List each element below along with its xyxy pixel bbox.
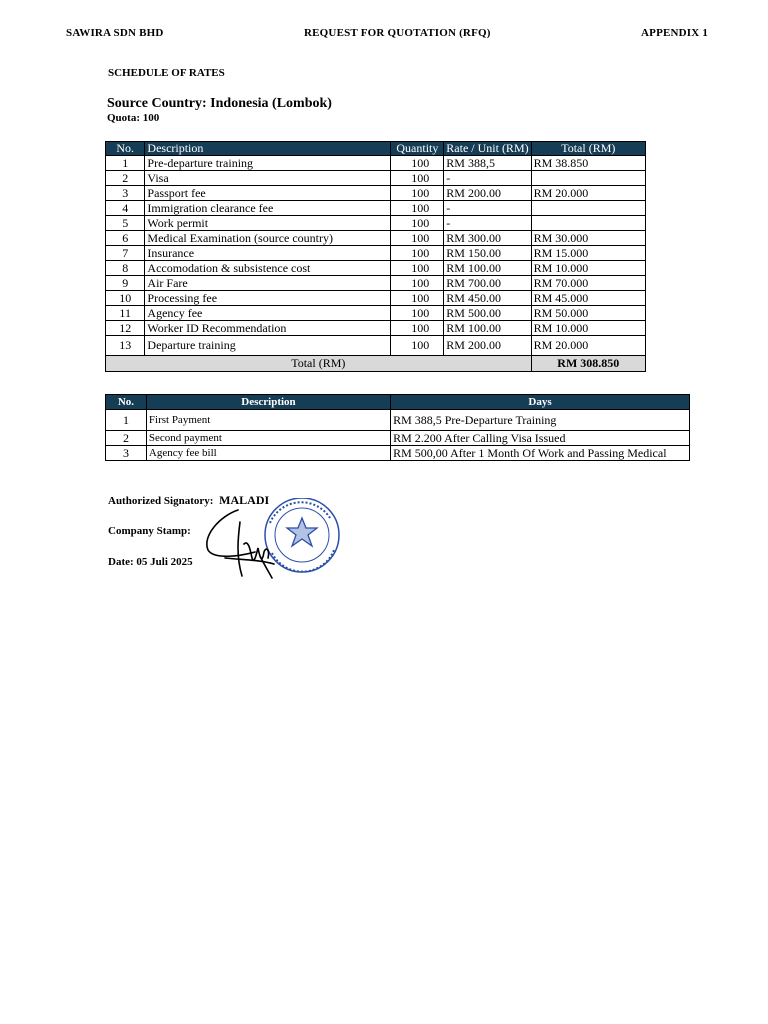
row-total: RM 15.000: [531, 246, 645, 261]
source-country: Source Country: Indonesia (Lombok): [107, 96, 332, 111]
grand-total-value: RM 308.850: [531, 356, 645, 372]
payments-header-row: [106, 395, 690, 410]
quota: Quota: 100: [107, 112, 160, 124]
row-no: 13: [106, 336, 145, 356]
handwritten-signature: [207, 510, 274, 578]
row-quantity: 100: [391, 261, 444, 276]
row-total: RM 10.000: [531, 321, 645, 336]
header-rate: Rate / Unit (RM): [444, 142, 531, 156]
row-no: 10: [106, 291, 145, 306]
row-rate: RM 100.00: [444, 321, 531, 336]
row-rate: RM 450.00: [444, 291, 531, 306]
rate-row: [106, 291, 646, 306]
rate-row: [106, 156, 646, 171]
row-total: [531, 171, 645, 186]
row-no: 12: [106, 321, 145, 336]
row-rate: RM 100.00: [444, 261, 531, 276]
row-description: Air Fare: [145, 276, 391, 291]
row-description: Work permit: [145, 216, 391, 231]
row-total: RM 30.000: [531, 231, 645, 246]
row-quantity: 100: [391, 201, 444, 216]
row-total: [531, 216, 645, 231]
row-quantity: 100: [391, 231, 444, 246]
payment-row: [106, 446, 690, 461]
row-description: Worker ID Recommendation: [145, 321, 391, 336]
row-total: RM 20.000: [531, 186, 645, 201]
row-no: 4: [106, 201, 145, 216]
payment-no: 1: [106, 410, 147, 431]
signatory-label: Authorized Signatory:: [108, 495, 214, 507]
row-rate: RM 700.00: [444, 276, 531, 291]
row-total: RM 45.000: [531, 291, 645, 306]
payment-row: [106, 410, 690, 431]
payments-header-description: Description: [146, 395, 390, 410]
row-description: Accomodation & subsistence cost: [145, 261, 391, 276]
row-total: RM 50.000: [531, 306, 645, 321]
rate-row: [106, 261, 646, 276]
row-quantity: 100: [391, 246, 444, 261]
payment-description: First Payment: [146, 410, 390, 431]
grand-total-label: Total (RM): [106, 356, 532, 372]
payment-no: 3: [106, 446, 147, 461]
company-name: SAWIRA SDN BHD: [66, 27, 164, 39]
header-description: Description: [145, 142, 391, 156]
rate-row: [106, 186, 646, 201]
row-description: Departure training: [145, 336, 391, 356]
row-rate: RM 388,5: [444, 156, 531, 171]
row-total: RM 38.850: [531, 156, 645, 171]
payment-no: 2: [106, 431, 147, 446]
payment-days: RM 2.200 After Calling Visa Issued: [391, 431, 690, 446]
row-total: RM 10.000: [531, 261, 645, 276]
row-quantity: 100: [391, 216, 444, 231]
row-rate: -: [444, 201, 531, 216]
rate-row: [106, 231, 646, 246]
row-no: 9: [106, 276, 145, 291]
row-rate: RM 200.00: [444, 336, 531, 356]
row-rate: RM 200.00: [444, 186, 531, 201]
company-stamp: [265, 498, 339, 572]
row-quantity: 100: [391, 291, 444, 306]
row-rate: RM 150.00: [444, 246, 531, 261]
row-quantity: 100: [391, 336, 444, 356]
row-no: 7: [106, 246, 145, 261]
company-stamp-label: Company Stamp:: [108, 525, 191, 537]
payments-header-days: Days: [391, 395, 690, 410]
grand-total-row: [106, 356, 646, 372]
rate-row: [106, 276, 646, 291]
row-quantity: 100: [391, 321, 444, 336]
row-description: Processing fee: [145, 291, 391, 306]
payment-days: RM 500,00 After 1 Month Of Work and Passing Medical: [391, 446, 690, 461]
header-quantity: Quantity: [391, 142, 444, 156]
payment-description: Second payment: [146, 431, 390, 446]
row-description: Medical Examination (source country): [145, 231, 391, 246]
row-description: Visa: [145, 171, 391, 186]
row-no: 2: [106, 171, 145, 186]
header-total: Total (RM): [531, 142, 645, 156]
row-rate: RM 500.00: [444, 306, 531, 321]
header-no: No.: [106, 142, 145, 156]
row-no: 1: [106, 156, 145, 171]
row-quantity: 100: [391, 276, 444, 291]
row-quantity: 100: [391, 156, 444, 171]
payment-description: Agency fee bill: [146, 446, 390, 461]
row-description: Insurance: [145, 246, 391, 261]
row-no: 5: [106, 216, 145, 231]
rate-row: [106, 171, 646, 186]
schedule-title: SCHEDULE OF RATES: [108, 67, 225, 79]
appendix-label: APPENDIX 1: [641, 27, 709, 39]
row-quantity: 100: [391, 186, 444, 201]
rate-row: [106, 201, 646, 216]
row-quantity: 100: [391, 306, 444, 321]
document-title: REQUEST FOR QUOTATION (RFQ): [304, 27, 491, 39]
row-rate: -: [444, 171, 531, 186]
rate-row: [106, 321, 646, 336]
row-quantity: 100: [391, 171, 444, 186]
payments-table: [105, 394, 690, 461]
rates-table: [105, 141, 646, 372]
row-rate: RM 300.00: [444, 231, 531, 246]
rate-row: [106, 216, 646, 231]
row-rate: -: [444, 216, 531, 231]
row-no: 8: [106, 261, 145, 276]
row-no: 6: [106, 231, 145, 246]
payment-row: [106, 431, 690, 446]
row-no: 11: [106, 306, 145, 321]
row-total: RM 20.000: [531, 336, 645, 356]
row-total: [531, 201, 645, 216]
rates-header-row: [106, 142, 646, 156]
row-description: Passport fee: [145, 186, 391, 201]
rate-row: [106, 306, 646, 321]
row-total: RM 70.000: [531, 276, 645, 291]
rate-row: [106, 246, 646, 261]
signature-stamp-image: [200, 498, 345, 583]
row-description: Agency fee: [145, 306, 391, 321]
signature-date: Date: 05 Juli 2025: [108, 556, 193, 568]
rate-row: [106, 336, 646, 356]
row-description: Pre-departure training: [145, 156, 391, 171]
payment-days: RM 388,5 Pre-Departure Training: [391, 410, 690, 431]
payments-header-no: No.: [106, 395, 147, 410]
row-description: Immigration clearance fee: [145, 201, 391, 216]
row-no: 3: [106, 186, 145, 201]
signatory-name: MALADI: [219, 493, 270, 507]
